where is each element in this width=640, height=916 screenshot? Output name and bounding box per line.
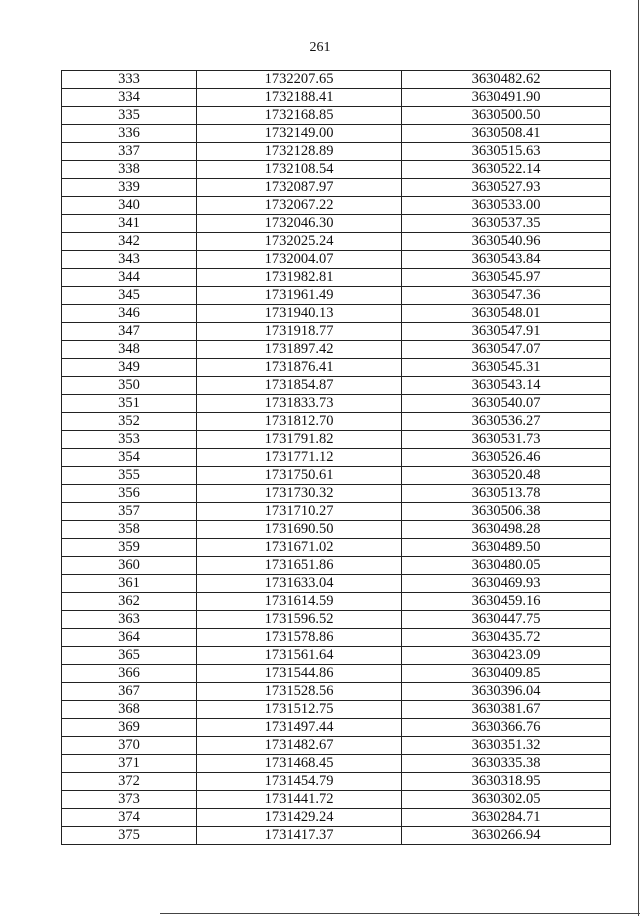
y-coordinate-cell: 3630447.75 [402, 611, 611, 629]
y-coordinate-cell: 3630527.93 [402, 179, 611, 197]
x-coordinate-cell: 1731918.77 [197, 323, 402, 341]
point-number-cell: 336 [62, 125, 197, 143]
point-number-cell: 371 [62, 755, 197, 773]
table-row [62, 629, 611, 647]
y-coordinate-cell: 3630513.78 [402, 485, 611, 503]
x-coordinate-cell: 1731651.86 [197, 557, 402, 575]
x-coordinate-cell: 1731512.75 [197, 701, 402, 719]
table-row [62, 647, 611, 665]
point-number-cell: 359 [62, 539, 197, 557]
table-row [62, 413, 611, 431]
x-coordinate-cell: 1731876.41 [197, 359, 402, 377]
y-coordinate-cell: 3630548.01 [402, 305, 611, 323]
x-coordinate-cell: 1731982.81 [197, 269, 402, 287]
point-number-cell: 339 [62, 179, 197, 197]
point-number-cell: 342 [62, 233, 197, 251]
table-row [62, 521, 611, 539]
table-row [62, 755, 611, 773]
y-coordinate-cell: 3630520.48 [402, 467, 611, 485]
x-coordinate-cell: 1731671.02 [197, 539, 402, 557]
y-coordinate-cell: 3630318.95 [402, 773, 611, 791]
point-number-cell: 367 [62, 683, 197, 701]
y-coordinate-cell: 3630482.62 [402, 71, 611, 89]
point-number-cell: 365 [62, 647, 197, 665]
y-coordinate-cell: 3630351.32 [402, 737, 611, 755]
x-coordinate-cell: 1731750.61 [197, 467, 402, 485]
table-row [62, 71, 611, 89]
table-row [62, 719, 611, 737]
x-coordinate-cell: 1732128.89 [197, 143, 402, 161]
point-number-cell: 364 [62, 629, 197, 647]
table-row [62, 557, 611, 575]
x-coordinate-cell: 1731561.64 [197, 647, 402, 665]
y-coordinate-cell: 3630540.07 [402, 395, 611, 413]
y-coordinate-cell: 3630284.71 [402, 809, 611, 827]
x-coordinate-cell: 1731812.70 [197, 413, 402, 431]
point-number-cell: 343 [62, 251, 197, 269]
y-coordinate-cell: 3630302.05 [402, 791, 611, 809]
y-coordinate-cell: 3630500.50 [402, 107, 611, 125]
x-coordinate-cell: 1732067.22 [197, 197, 402, 215]
point-number-cell: 362 [62, 593, 197, 611]
table-row [62, 269, 611, 287]
table-row [62, 395, 611, 413]
x-coordinate-cell: 1732025.24 [197, 233, 402, 251]
point-number-cell: 360 [62, 557, 197, 575]
x-coordinate-cell: 1732087.97 [197, 179, 402, 197]
point-number-cell: 335 [62, 107, 197, 125]
x-coordinate-cell: 1731771.12 [197, 449, 402, 467]
page-number: 261 [309, 40, 331, 55]
point-number-cell: 348 [62, 341, 197, 359]
x-coordinate-cell: 1732168.85 [197, 107, 402, 125]
y-coordinate-cell: 3630381.67 [402, 701, 611, 719]
page-edge-bottom [160, 913, 640, 914]
point-number-cell: 369 [62, 719, 197, 737]
x-coordinate-cell: 1731482.67 [197, 737, 402, 755]
x-coordinate-cell: 1731578.86 [197, 629, 402, 647]
table-row [62, 485, 611, 503]
table-row [62, 215, 611, 233]
y-coordinate-cell: 3630515.63 [402, 143, 611, 161]
y-coordinate-cell: 3630396.04 [402, 683, 611, 701]
y-coordinate-cell: 3630522.14 [402, 161, 611, 179]
y-coordinate-cell: 3630498.28 [402, 521, 611, 539]
table-row [62, 791, 611, 809]
x-coordinate-cell: 1731690.50 [197, 521, 402, 539]
table-row [62, 305, 611, 323]
point-number-cell: 363 [62, 611, 197, 629]
y-coordinate-cell: 3630543.14 [402, 377, 611, 395]
point-number-cell: 352 [62, 413, 197, 431]
x-coordinate-cell: 1732108.54 [197, 161, 402, 179]
x-coordinate-cell: 1732207.65 [197, 71, 402, 89]
y-coordinate-cell: 3630266.94 [402, 827, 611, 845]
y-coordinate-cell: 3630537.35 [402, 215, 611, 233]
y-coordinate-cell: 3630545.31 [402, 359, 611, 377]
point-number-cell: 346 [62, 305, 197, 323]
y-coordinate-cell: 3630540.96 [402, 233, 611, 251]
y-coordinate-cell: 3630508.41 [402, 125, 611, 143]
y-coordinate-cell: 3630491.90 [402, 89, 611, 107]
point-number-cell: 351 [62, 395, 197, 413]
y-coordinate-cell: 3630335.38 [402, 755, 611, 773]
x-coordinate-cell: 1731940.13 [197, 305, 402, 323]
table-row [62, 467, 611, 485]
point-number-cell: 368 [62, 701, 197, 719]
x-coordinate-cell: 1731730.32 [197, 485, 402, 503]
point-number-cell: 353 [62, 431, 197, 449]
point-number-cell: 344 [62, 269, 197, 287]
x-coordinate-cell: 1731633.04 [197, 575, 402, 593]
table-row [62, 251, 611, 269]
page-edge-right [638, 0, 639, 916]
x-coordinate-cell: 1731596.52 [197, 611, 402, 629]
point-number-cell: 337 [62, 143, 197, 161]
y-coordinate-cell: 3630423.09 [402, 647, 611, 665]
point-number-cell: 334 [62, 89, 197, 107]
table-row [62, 809, 611, 827]
table-row [62, 89, 611, 107]
point-number-cell: 361 [62, 575, 197, 593]
table-row [62, 773, 611, 791]
point-number-cell: 355 [62, 467, 197, 485]
point-number-cell: 340 [62, 197, 197, 215]
point-number-cell: 366 [62, 665, 197, 683]
point-number-cell: 356 [62, 485, 197, 503]
x-coordinate-cell: 1731854.87 [197, 377, 402, 395]
y-coordinate-cell: 3630526.46 [402, 449, 611, 467]
y-coordinate-cell: 3630531.73 [402, 431, 611, 449]
x-coordinate-cell: 1732149.00 [197, 125, 402, 143]
table-body [62, 71, 611, 845]
point-number-cell: 373 [62, 791, 197, 809]
table-row [62, 107, 611, 125]
x-coordinate-cell: 1731897.42 [197, 341, 402, 359]
point-number-cell: 350 [62, 377, 197, 395]
table-row [62, 503, 611, 521]
table-row [62, 593, 611, 611]
point-number-cell: 357 [62, 503, 197, 521]
table-row [62, 539, 611, 557]
y-coordinate-cell: 3630547.07 [402, 341, 611, 359]
point-number-cell: 338 [62, 161, 197, 179]
point-number-cell: 345 [62, 287, 197, 305]
x-coordinate-cell: 1731791.82 [197, 431, 402, 449]
table-row [62, 737, 611, 755]
x-coordinate-cell: 1732046.30 [197, 215, 402, 233]
table-row [62, 323, 611, 341]
table-row [62, 197, 611, 215]
point-number-cell: 370 [62, 737, 197, 755]
table-row [62, 125, 611, 143]
y-coordinate-cell: 3630547.91 [402, 323, 611, 341]
x-coordinate-cell: 1732188.41 [197, 89, 402, 107]
y-coordinate-cell: 3630547.36 [402, 287, 611, 305]
y-coordinate-cell: 3630435.72 [402, 629, 611, 647]
table-row [62, 701, 611, 719]
table-row [62, 665, 611, 683]
x-coordinate-cell: 1731961.49 [197, 287, 402, 305]
y-coordinate-cell: 3630366.76 [402, 719, 611, 737]
x-coordinate-cell: 1731454.79 [197, 773, 402, 791]
y-coordinate-cell: 3630459.16 [402, 593, 611, 611]
point-number-cell: 374 [62, 809, 197, 827]
point-number-cell: 372 [62, 773, 197, 791]
y-coordinate-cell: 3630409.85 [402, 665, 611, 683]
x-coordinate-cell: 1731710.27 [197, 503, 402, 521]
y-coordinate-cell: 3630533.00 [402, 197, 611, 215]
table-row [62, 179, 611, 197]
y-coordinate-cell: 3630536.27 [402, 413, 611, 431]
x-coordinate-cell: 1731544.86 [197, 665, 402, 683]
y-coordinate-cell: 3630506.38 [402, 503, 611, 521]
x-coordinate-cell: 1732004.07 [197, 251, 402, 269]
table-row [62, 683, 611, 701]
table-row [62, 377, 611, 395]
y-coordinate-cell: 3630489.50 [402, 539, 611, 557]
table-row [62, 359, 611, 377]
point-number-cell: 347 [62, 323, 197, 341]
y-coordinate-cell: 3630469.93 [402, 575, 611, 593]
table-row [62, 575, 611, 593]
y-coordinate-cell: 3630480.05 [402, 557, 611, 575]
table-row [62, 287, 611, 305]
x-coordinate-cell: 1731497.44 [197, 719, 402, 737]
x-coordinate-cell: 1731614.59 [197, 593, 402, 611]
x-coordinate-cell: 1731417.37 [197, 827, 402, 845]
x-coordinate-cell: 1731528.56 [197, 683, 402, 701]
table-row [62, 233, 611, 251]
table-row [62, 161, 611, 179]
table-row [62, 449, 611, 467]
point-number-cell: 333 [62, 71, 197, 89]
point-number-cell: 375 [62, 827, 197, 845]
point-number-cell: 349 [62, 359, 197, 377]
x-coordinate-cell: 1731441.72 [197, 791, 402, 809]
table-row [62, 431, 611, 449]
point-number-cell: 354 [62, 449, 197, 467]
table-row [62, 611, 611, 629]
coordinates-table [61, 70, 611, 845]
point-number-cell: 341 [62, 215, 197, 233]
x-coordinate-cell: 1731833.73 [197, 395, 402, 413]
table-row [62, 143, 611, 161]
table-row [62, 341, 611, 359]
point-number-cell: 358 [62, 521, 197, 539]
y-coordinate-cell: 3630545.97 [402, 269, 611, 287]
x-coordinate-cell: 1731468.45 [197, 755, 402, 773]
y-coordinate-cell: 3630543.84 [402, 251, 611, 269]
table-row [62, 827, 611, 845]
x-coordinate-cell: 1731429.24 [197, 809, 402, 827]
